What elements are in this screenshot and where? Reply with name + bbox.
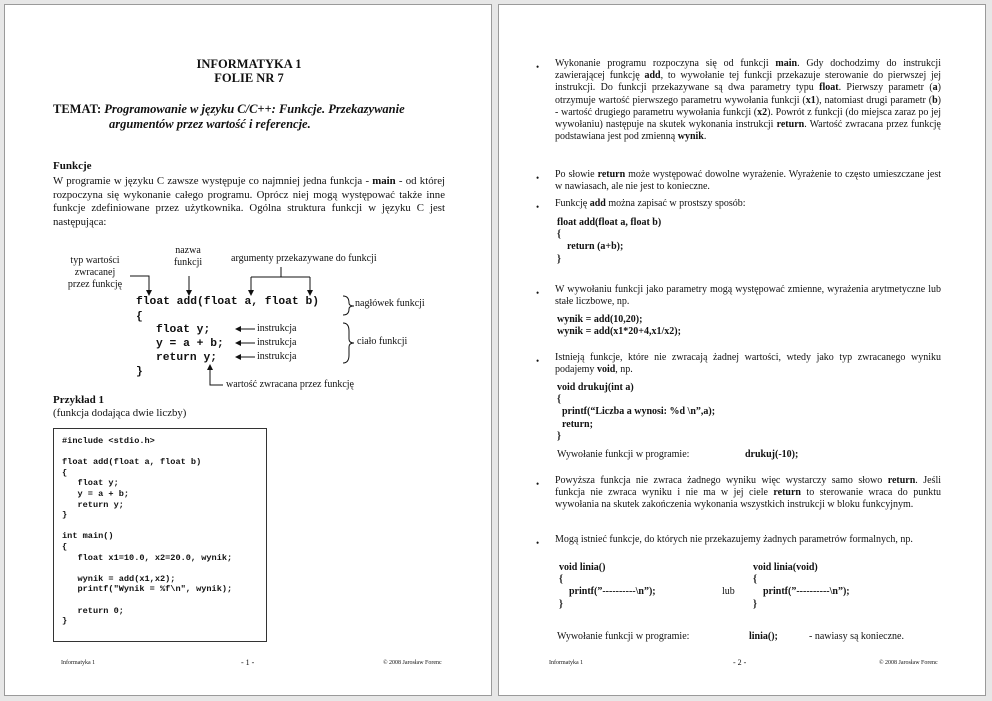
arrow-return-value — [210, 365, 223, 385]
code-close-brace: } — [136, 366, 143, 378]
label-return-type: typ wartości zwracanej przez funkcję — [67, 255, 123, 290]
code-call-examples: wynik = add(10,20); wynik = add(x1*20+4,x1/x2); — [557, 314, 681, 338]
paragraph-no-return: Powyższa funkcja nie zwraca żadnego wyniku więc wystarczy samo słowo return. Jeśli funkcja nie zwraca wyniku i nie ma w jej ciele return to sterowanie wraca do punktu wywołania na skutek zakończenia wykonania wszystkich instrukcji w bloku funkcyjnym. — [555, 475, 942, 511]
label-return-value: wartość zwracana przez funkcję — [226, 379, 354, 390]
bullet: • — [536, 538, 540, 548]
paragraph-simpler-add: Funkcję add można zapisać w prostszy sposób: — [555, 198, 746, 209]
bullet: • — [536, 173, 540, 183]
label-instruction-1: instrukcja — [257, 323, 297, 334]
arrow-return-type — [130, 276, 149, 295]
page-2 — [498, 4, 986, 696]
bullet: • — [536, 288, 540, 298]
label-instruction-3: instrukcja — [257, 351, 297, 362]
footer-right: © 2008 Jarosław Forenc — [383, 660, 442, 666]
label-arguments: argumenty przekazywane do funkcji — [231, 253, 377, 264]
code-line-1: float y; — [156, 324, 211, 336]
label-instruction-2: instrukcja — [257, 337, 297, 348]
footer-left: Informatyka 1 — [549, 660, 584, 666]
paragraph-execution: Wykonanie programu rozpoczyna się od funkcji main. Gdy dochodzimy do instrukcji zawierającej funkcję add, to wywołanie tej funkcji przekazuje sterowanie do pierwszej jej instrukcji. Do funkcji przekazywane są dwa parametry typu float. Pierwszy parametr (a) otrzymuje wartość pierwszego parametru wywołania funkcji (x1), natomiast drugi parametr (b) - wartość drugiego parametru wywołania funkcji (x2). Powrót z funkcji (do miejsca zaraz po jej wywołaniu) następuje na skutek wykonania instrukcji return. Wartość zwracana przez funkcję podstawiana jest pod zmienną wynik. — [555, 58, 942, 143]
code-void-drukuj: void drukuj(int a) { printf(“Liczba a wynosi: %d \n”,a); return; } — [557, 382, 716, 442]
call-label-drukuj: Wywołanie funkcji w programie: — [557, 449, 690, 460]
doc-title: INFORMATYKA 1 — [196, 57, 302, 71]
call-code-drukuj: drukuj(-10); — [745, 449, 799, 460]
page-number: - 1 - — [241, 658, 255, 667]
bullet: • — [536, 356, 540, 366]
paragraph-no-parameters: Mogą istnieć funkcje, do których nie przekazujemy żadnych parametrów formalnych, np. — [555, 534, 913, 545]
or-label: lub — [722, 586, 735, 597]
doc-subtitle: FOLIE NR 7 — [214, 71, 284, 85]
example-code-box — [53, 428, 267, 642]
paragraph-call-parameters: W wywołaniu funkcji jako parametry mogą występować zmienne, wyrażenia arytmetyczne lub stałe liczbowe, np. — [555, 284, 941, 308]
example-title: Przykład 1 — [53, 394, 105, 406]
code-line-3: return y; — [156, 352, 218, 364]
paragraph-void: Istnieją funkcje, które nie zwracają żadnej wartości, wtedy jako typ zwracanego wyniku podajemy void, np. — [555, 352, 941, 376]
page-number: - 2 - — [733, 658, 747, 667]
page-1 — [4, 4, 492, 696]
footer-left: Informatyka 1 — [61, 660, 96, 666]
example-description: (funkcja dodająca dwie liczby) — [53, 407, 187, 419]
code-simple-add: float add(float a, float b) { return (a+b); } — [557, 217, 662, 265]
code-linia-right: void linia(void) { printf(”----------\n”); } — [753, 562, 850, 610]
brace-body — [343, 323, 354, 363]
brace-header — [343, 296, 354, 315]
topic-line-1: Programowanie w języku C/C++: Funkcje. Przekazywanie — [104, 102, 405, 116]
topic-label: TEMAT: — [53, 102, 102, 116]
call-note-linia: - nawiasy są konieczne. — [809, 631, 904, 642]
code-header: float add(float a, float b) — [136, 296, 320, 308]
call-code-linia: linia(); — [749, 631, 778, 642]
topic-line-2: argumentów przez wartość i referencje. — [109, 117, 311, 131]
label-function-name: nazwa funkcji — [173, 245, 203, 268]
bullet: • — [536, 62, 540, 72]
example-code: #include <stdio.h> float add(float a, float b) { float y; y = a + b; return y; } int main() { float x1=10.0, x2=20.0, wynik; wynik = add(x1,x2); printf("Wynik = %f\n", wynik); return 0; } — [62, 436, 233, 627]
code-line-2: y = a + b; — [156, 338, 224, 350]
paragraph-return-expression: Po słowie return może występować dowolne wyrażenie. Wyrażenie to często umieszczane jest w nawiasach, ale nie jest to konieczne. — [555, 169, 942, 193]
code-linia-left: void linia() { printf(”----------\n”); } — [559, 562, 656, 610]
bullet: • — [536, 479, 540, 489]
code-open-brace: { — [136, 311, 143, 323]
intro-paragraph: W programie w języku C zawsze występuje co najmniej jedna funkcja - main - od której rozpoczyna się wykonanie całego programu. Oprócz niej mogą występować także inne funkcje zdefiniowane przez użytkownika. Ogólna struktura funkcji w języku C jest następująca: — [53, 175, 445, 228]
footer-right: © 2008 Jarosław Forenc — [879, 660, 938, 666]
section-title: Funkcje — [53, 160, 92, 172]
label-function-body: ciało funkcji — [357, 336, 408, 347]
call-label-linia: Wywołanie funkcji w programie: — [557, 631, 690, 642]
bullet: • — [536, 202, 540, 212]
label-function-header: nagłówek funkcji — [355, 298, 425, 309]
